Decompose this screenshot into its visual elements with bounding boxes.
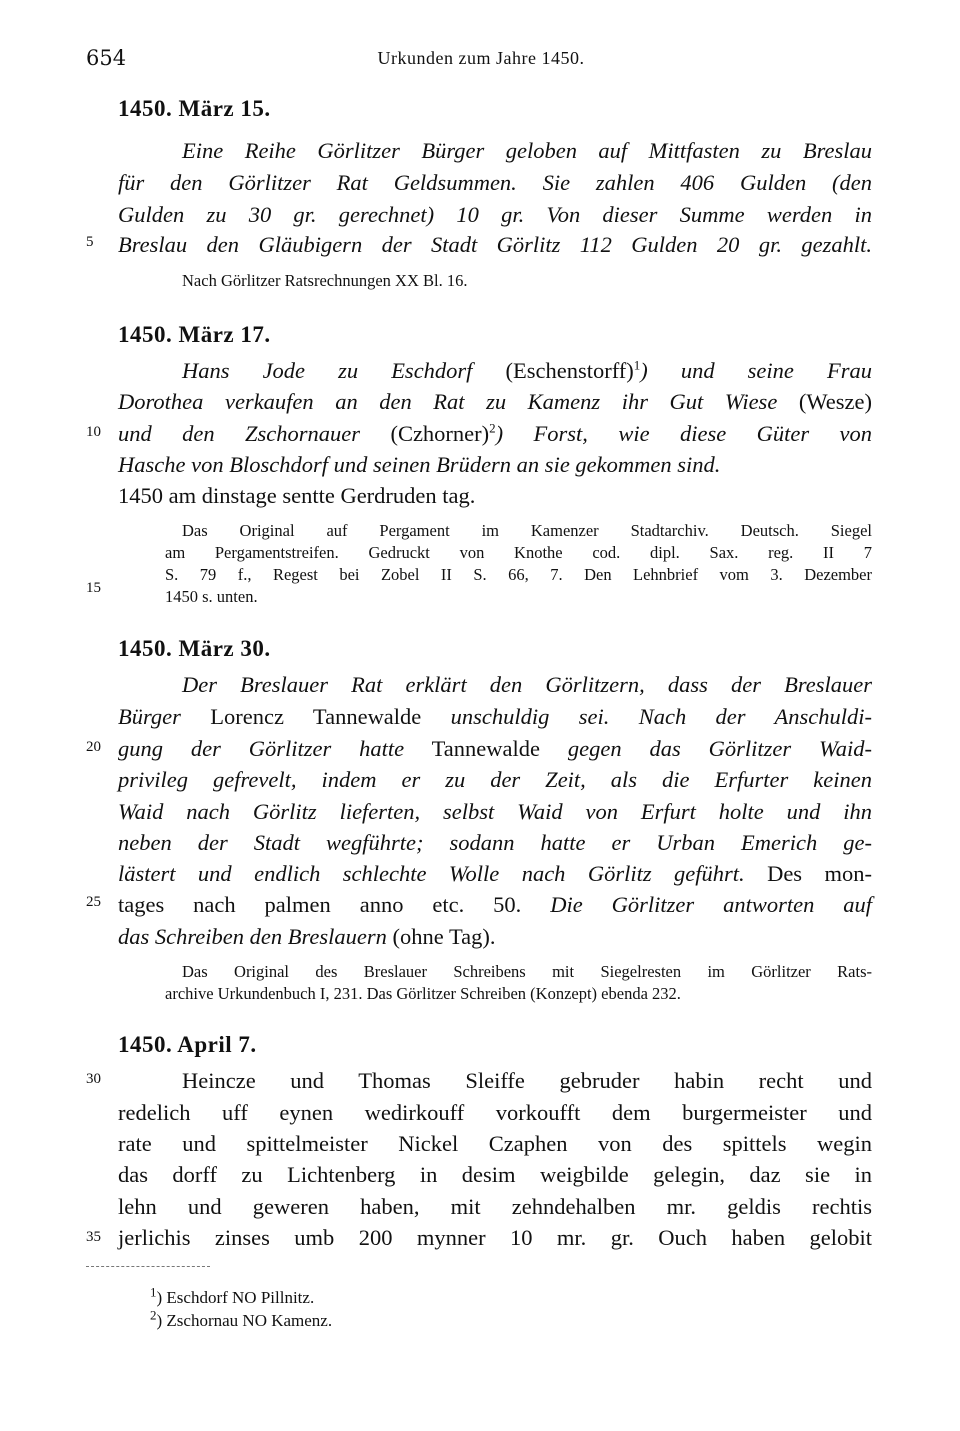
regest-line: Waid nach Görlitz lieferten, selbst Waid von Erfurt holte und ihn bbox=[118, 799, 872, 824]
source-note: 1450 s. unten. bbox=[165, 587, 258, 606]
entry-date: 1450. März 30. bbox=[118, 636, 271, 661]
regest-line: Hasche von Bloschdorf und seinen Brüdern an sie gekommen sind. bbox=[118, 452, 721, 477]
regest-line: gung der Görlitzer hatte Tannewalde gegen das Görlitzer Waid- bbox=[118, 736, 872, 761]
footnote: $^1$) Eschdorf NO Pillnitz. bbox=[150, 1284, 315, 1307]
source-note: Nach Görlitzer Ratsrechnungen XX Bl. 16. bbox=[182, 271, 468, 290]
charter-text-line: redelich uff eynen wedirkouff vorkoufft dem burgermeister und bbox=[118, 1100, 872, 1125]
page-number: 654 bbox=[86, 46, 127, 70]
source-note: Das Original des Breslauer Schreibens mit Siegelresten im Görlitzer Rats- bbox=[182, 962, 872, 981]
line-number: 20 bbox=[86, 739, 101, 755]
entry-date: 1450. März 15. bbox=[118, 96, 271, 121]
footnote-ref: 2 bbox=[489, 420, 496, 436]
charter-text-line: lehn und geweren haben, mit zehndehalben mr. geldis rechtis bbox=[118, 1194, 872, 1219]
entry-date: 1450. April 7. bbox=[118, 1032, 257, 1057]
regest-line: tages nach palmen anno etc. 50. Die Görlitzer antworten auf bbox=[118, 892, 873, 917]
charter-text-line: Heincze und Thomas Sleiffe gebruder habin recht und bbox=[182, 1068, 872, 1093]
page-header bbox=[86, 46, 876, 76]
line-number: 10 bbox=[86, 424, 101, 440]
dating-line: 1450 am dinstage sentte Gerdruden tag. bbox=[118, 483, 476, 508]
regest-line: und den Zschornauer (Czhorner)$^2$) Forst, wie diese Güter von bbox=[118, 420, 872, 446]
line-number: 15 bbox=[86, 580, 101, 596]
charter-text-line: jerlichis zinses umb 200 mynner 10 mr. gr. Ouch haben gelobit bbox=[118, 1225, 872, 1250]
charter-text-line: rate und spittelmeister Nickel Czaphen von des spittels wegin bbox=[118, 1131, 872, 1156]
regest-line: Hans Jode zu Eschdorf (Eschenstorff)$^1$) und seine Frau bbox=[182, 357, 872, 383]
running-title: Urkunden zum Jahre 1450. bbox=[377, 48, 585, 68]
footnote: $^2$) Zschornau NO Kamenz. bbox=[150, 1307, 333, 1330]
line-number: 5 bbox=[86, 234, 94, 250]
source-note: S. 79 f., Regest bei Zobel II S. 66, 7. Den Lehnbrief vom 3. Dezember bbox=[165, 565, 872, 584]
regest-line: Der Breslauer Rat erklärt den Görlitzern, dass der Breslauer bbox=[182, 672, 872, 697]
line-number: 35 bbox=[86, 1229, 101, 1245]
footnote-ref: 1 bbox=[633, 357, 641, 373]
source-note: archive Urkundenbuch I, 231. Das Görlitzer Schreiben (Konzept) ebenda 232. bbox=[165, 984, 681, 1003]
regest-line: Dorothea verkaufen an den Rat zu Kamenz ihr Gut Wiese (Wesze) bbox=[118, 389, 873, 414]
line-number: 30 bbox=[86, 1071, 101, 1087]
regest-line: privileg gefrevelt, indem er zu der Zeit, als die Erfurter keinen bbox=[118, 767, 872, 792]
regest-line: Bürger Lorencz Tannewalde unschuldig sei. Nach der Anschuldi- bbox=[118, 704, 872, 729]
regest-line: Breslau den Gläubigern der Stadt Görlitz 112 Gulden 20 gr. gezahlt. bbox=[118, 232, 872, 257]
regest-line: für den Görlitzer Rat Geldsummen. Sie zahlen 406 Gulden (den bbox=[118, 170, 872, 195]
source-note: Das Original auf Pergament im Kamenzer Stadtarchiv. Deutsch. Siegel bbox=[182, 521, 872, 540]
regest-line: Eine Reihe Görlitzer Bürger geloben auf Mittfasten zu Breslau bbox=[182, 138, 872, 163]
footnote-rule bbox=[86, 1266, 210, 1267]
entry-date: 1450. März 17. bbox=[118, 322, 271, 347]
regest-line: das Schreiben den Breslauern (ohne Tag). bbox=[118, 924, 496, 949]
regest-line: Gulden zu 30 gr. gerechnet) 10 gr. Von dieser Summe werden in bbox=[118, 202, 872, 227]
regest-line: neben der Stadt wegführte; sodann hatte er Urban Emerich ge- bbox=[118, 830, 872, 855]
regest-line: lästert und endlich schlechte Wolle nach Görlitz geführt. Des mon- bbox=[118, 861, 872, 886]
charter-text-line: das dorff zu Lichtenberg in desim weigbilde gelegin, daz sie in bbox=[118, 1162, 872, 1187]
line-number: 25 bbox=[86, 894, 101, 910]
source-note: am Pergamentstreifen. Gedruckt von Knothe cod. dipl. Sax. reg. II 7 bbox=[165, 543, 872, 562]
